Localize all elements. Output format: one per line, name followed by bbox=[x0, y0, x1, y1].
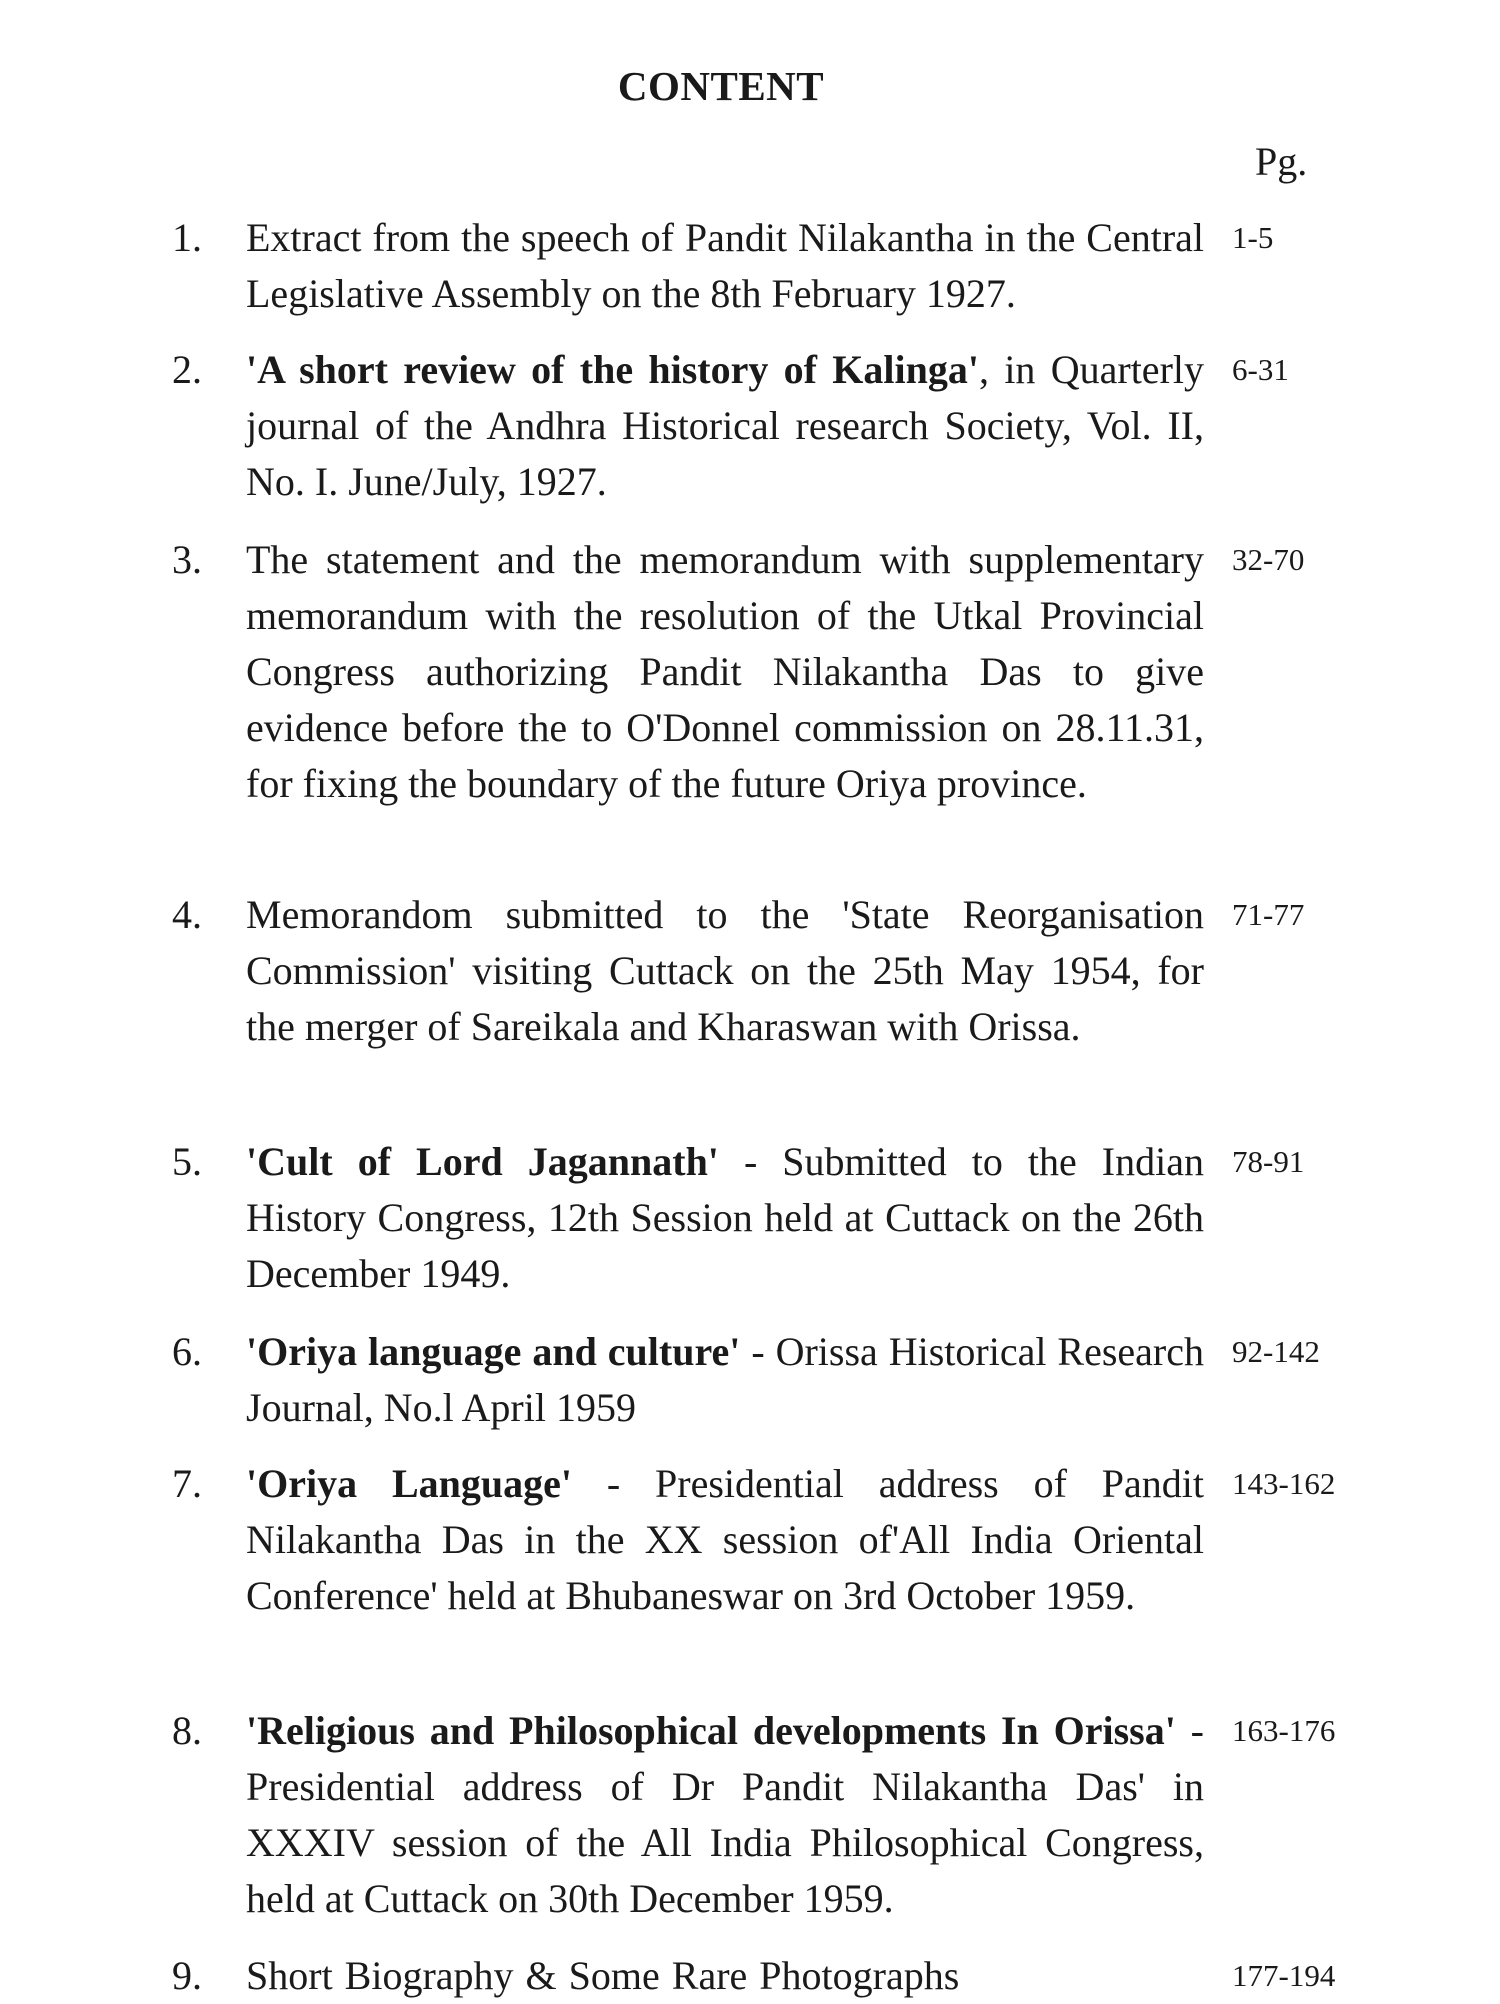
entry-description: Memorandom submitted to the 'State Reorganisation Commission' visiting Cuttack on the 25th May 1954, for the merger of Sareikala and Kharaswan with Orissa. bbox=[246, 892, 1204, 1049]
entry-title-bold: 'Oriya language and culture' bbox=[246, 1329, 741, 1374]
entry-description: - Submitted to the Indian History Congress, 12th Session held at Cuttack on the 26th December 1949. bbox=[246, 1139, 1204, 1296]
entry-text bbox=[246, 342, 1204, 510]
entry-description: - Presidential address of Dr Pandit Nilakantha Das' in XXXIV session of the All India Philosophical Congress, held at Cuttack on 30th December 1959. bbox=[246, 1708, 1204, 1921]
entry-text bbox=[246, 210, 1204, 322]
entry-description: - Orissa Historical Research Journal, No.l April 1959 bbox=[246, 1329, 1205, 1430]
entry-text bbox=[246, 1456, 1204, 1624]
entry-number: 6. bbox=[172, 1329, 202, 1374]
entry-title-bold: 'Oriya Language' bbox=[246, 1461, 572, 1506]
entry-description: Short Biography & Some Rare Photographs bbox=[246, 1953, 960, 1998]
entry-number: 2. bbox=[172, 347, 202, 392]
entry-description: Extract from the speech of Pandit Nilakantha in the Central Legislative Assembly on the 8th February 1927. bbox=[246, 215, 1204, 316]
entry-pages: 163-176 bbox=[1232, 1713, 1336, 1748]
entry-text bbox=[246, 1703, 1204, 1927]
entry-pages: 177-194 bbox=[1232, 1958, 1336, 1993]
entry-text bbox=[246, 1948, 1204, 2004]
entry-number: 7. bbox=[172, 1461, 202, 1506]
entry-title-bold: 'Cult of Lord Jagannath' bbox=[246, 1139, 719, 1184]
entry-pages: 6-31 bbox=[1232, 352, 1289, 387]
entry-title-bold: 'Religious and Philosophical developments In Orissa' bbox=[246, 1708, 1176, 1753]
entry-pages: 143-162 bbox=[1232, 1466, 1336, 1501]
entry-number: 1. bbox=[172, 215, 202, 260]
entry-title-bold: 'A short review of the history of Kalinga' bbox=[246, 347, 980, 392]
entry-description: , in Quarterly journal of the Andhra Historical research Society, Vol. II, No. I. June/July, 1927. bbox=[246, 347, 1204, 504]
page-column-header: Pg. bbox=[1255, 139, 1308, 184]
entry-text bbox=[246, 532, 1204, 812]
entry-description: The statement and the memorandum with supplementary memorandum with the resolution of the Utkal Provincial Congress authorizing Pandit Nilakantha Das to give evidence before the to O'Donnel commission on 28.11.31, for fixing the boundary of the future Oriya province. bbox=[246, 537, 1204, 806]
entry-pages: 92-142 bbox=[1232, 1334, 1320, 1369]
entry-pages: 71-77 bbox=[1232, 897, 1305, 932]
page-title: CONTENT bbox=[617, 63, 825, 109]
entry-text bbox=[246, 1134, 1204, 1302]
entry-number: 4. bbox=[172, 892, 202, 937]
entry-number: 9. bbox=[172, 1953, 202, 1998]
entry-description: - Presidential address of Pandit Nilakantha Das in the XX session of'All India Oriental Conference' held at Bhubaneswar on 3rd October 1959. bbox=[246, 1461, 1204, 1618]
entry-text bbox=[246, 887, 1204, 1055]
entry-number: 3. bbox=[172, 537, 202, 582]
entry-text bbox=[246, 1324, 1204, 1436]
entry-pages: 1-5 bbox=[1232, 220, 1274, 255]
entry-number: 8. bbox=[172, 1708, 202, 1753]
entry-pages: 32-70 bbox=[1232, 542, 1305, 577]
entry-number: 5. bbox=[172, 1139, 202, 1184]
entry-pages: 78-91 bbox=[1232, 1144, 1305, 1179]
